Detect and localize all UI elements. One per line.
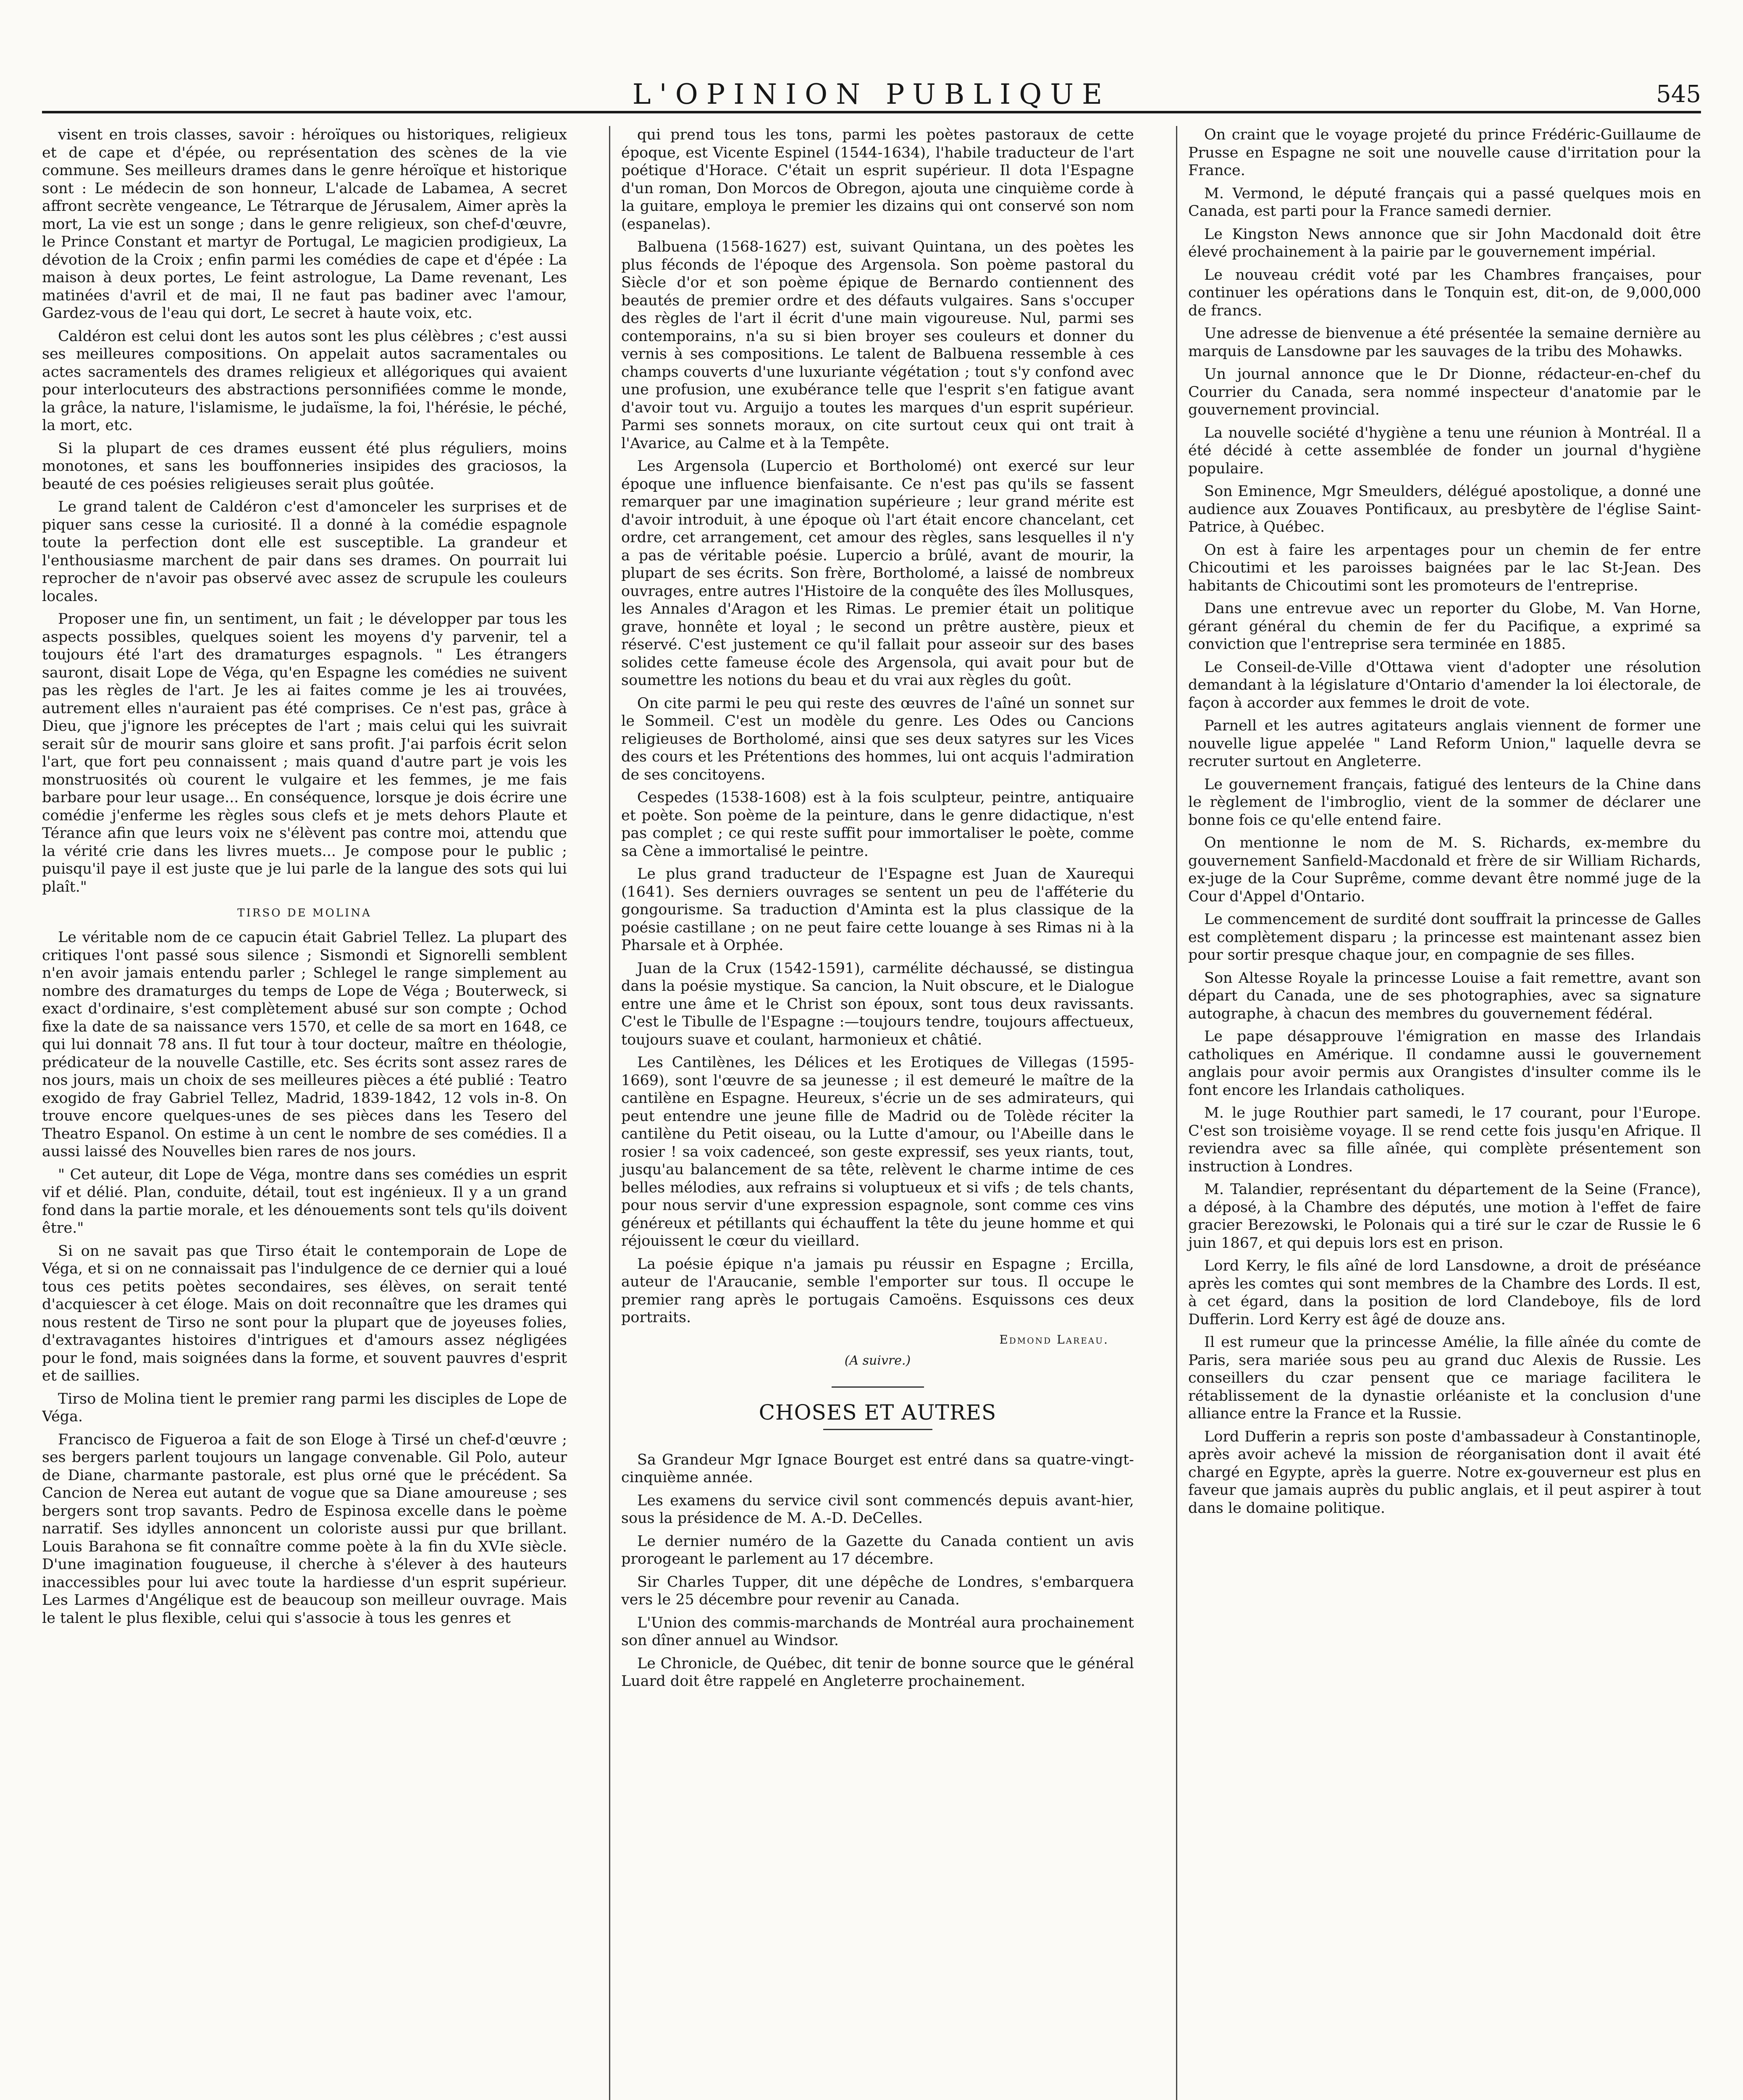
section-divider	[823, 1429, 932, 1430]
news-item: M. Talandier, représentant du département de la Seine (France), a déposé, à la Chambre des députés, une motion à l'effet de faire gracier Berezowski, le Polonais qui a tiré sur le czar de Russie le 6 juin 1867, et qui depuis lors est en prison.	[1188, 1181, 1701, 1252]
news-item: Le commencement de surdité dont souffrait la princesse de Galles est complètement disparu ; la princesse est maintenant assez bien pour sortir presque chaque jour, en compagnie de ses filles.	[1188, 911, 1701, 963]
column-3	[1176, 126, 1701, 2100]
news-item: M. le juge Routhier part samedi, le 17 courant, pour l'Europe. C'est son troisième voyage. Il se rend cette fois jusqu'en Afrique. Il reviendra avec sa fille aînée, qui complète présentement son instruction à Londres.	[1188, 1105, 1701, 1175]
news-item: Les examens du service civil sont commencés depuis avant-hier, sous la présidence de M. A.-D. DeCelles.	[621, 1492, 1134, 1527]
news-item: Parnell et les autres agitateurs anglais viennent de former une nouvelle ligue appelée " Land Reform Union," laquelle devra se recruter surtout en Angleterre.	[1188, 717, 1701, 770]
news-item: Un journal annonce que le Dr Dionne, rédacteur-en-chef du Courrier du Canada, sera nommé inspecteur d'anatomie par le gouvernement provincial.	[1188, 366, 1701, 418]
section-heading-choses: CHOSES ET AUTRES	[759, 1400, 997, 1425]
news-item: Sir Charles Tupper, dit une dépêche de Londres, s'embarquera vers le 25 décembre pour revenir au Canada.	[621, 1573, 1134, 1608]
news-item: Son Eminence, Mgr Smeulders, délégué apostolique, a donné une audience aux Zouaves Pontificaux, au presbytère de l'église Saint-Patrice, à Québec.	[1188, 483, 1701, 536]
paragraph: " Cet auteur, dit Lope de Véga, montre dans ses comédies un esprit vif et délié. Plan, conduite, détail, tout est ingénieux. Il y a un grand fond dans la partie morale, et les dénouements sont tels qu'ils doivent être."	[42, 1166, 567, 1236]
news-item: On est à faire les arpentages pour un chemin de fer entre Chicoutimi et les paroisses baignées par le lac St-Jean. Des habitants de Chicoutimi sont les promoteurs de l'entreprise.	[1188, 541, 1701, 594]
news-item: Le dernier numéro de la Gazette du Canada contient un avis prorogeant le parlement au 17 décembre.	[621, 1533, 1134, 1567]
news-item: Dans une entrevue avec un reporter du Globe, M. Van Horne, gérant général du chemin de fer du Pacifique, a exprimé sa conviction que l'entreprise sera terminée en 1885.	[1188, 600, 1701, 653]
paragraph: Les Argensola (Lupercio et Bortholomé) ont exercé sur leur époque une influence bienfaisante. Ce n'est pas qu'ils se fassent remarquer par une imagination supérieure ; leur grand mérite est d'avoir introduit, à une époque où l'art était encore chancelant, cet ordre, cet arrangement, cet amour des règles, sans lesquelles il n'y a pas de véritable poésie. Lupercio a brûlé, avant de mourir, la plupart de ses écrits. Son frère, Bortholomé, a laissé de nombreux ouvrages, entre autres l'Histoire de la conquête des îles Mollusques, les Annales d'Aragon et les Rimas. Le premier était un politique grave, honnête et loyal ; le second un prêtre austère, pieux et réservé. C'est justement ce qu'il fallait pour asseoir sur des bases solides cette fameuse école des Argensola, qui avait pour but de soumettre les notions du beau et du vrai aux règles du goût.	[621, 458, 1134, 689]
news-item: Il est rumeur que la princesse Amélie, la fille aînée du comte de Paris, sera mariée sous peu au grand duc Alexis de Russie. Les conseillers du czar pensent que ce mariage facilitera le rétablissement de la dynastie orléaniste et la conclusion d'une alliance entre la France et la Russie.	[1188, 1334, 1701, 1422]
column-1	[42, 126, 567, 2100]
news-item: Sa Grandeur Mgr Ignace Bourget est entré dans sa quatre-vingt-cinquième année.	[621, 1451, 1134, 1486]
column-2	[609, 126, 1134, 2100]
news-item: M. Vermond, le député français qui a passé quelques mois en Canada, est parti pour la France samedi dernier.	[1188, 185, 1701, 220]
news-item: Lord Kerry, le fils aîné de lord Lansdowne, a droit de préséance après les comtes qui sont membres de la Chambre des Lords. Il est, à cet égard, dans la position de lord Clandeboye, fils de lord Dufferin. Lord Kerry est âgé de douze ans.	[1188, 1257, 1701, 1328]
author-byline: Edmond Lareau.	[999, 1332, 1109, 1347]
news-item: Une adresse de bienvenue a été présentée la semaine dernière au marquis de Lansdowne par les sauvages de la tribu des Mohawks.	[1188, 325, 1701, 360]
news-item: Le Conseil-de-Ville d'Ottawa vient d'adopter une résolution demandant à la législature d'Ontario d'amender la loi électorale, de façon à accorder aux femmes le droit de vote.	[1188, 659, 1701, 711]
section-heading-tirso: TIRSO DE MOLINA	[237, 907, 372, 919]
paragraph: Proposer une fin, un sentiment, un fait ; le développer par tous les aspects possibles, quelques soient les moyens d'y parvenir, tel a toujours été l'art des dramaturges espagnols. " Les étrangers sauront, disait Lope de Véga, qu'en Espagne les comédies ne suivent pas les règles de l'art. Je les ai faites comme je les ai trouvées, autrement elles n'auraient pas été comprises. Ce n'est pas, grâce à Dieu, que j'ignore les préceptes de l'art ; mais celui qui les suivrait serait sûr de mourir sans gloire et sans profit. J'ai parfois écrit selon l'art, que fort peu connaissent ; mais quand d'autre part je vois les monstruosités où courent le vulgaire et les femmes, je me fais barbare pour leur usage... En conséquence, lorsque je dois écrire une comédie j'enferme les règles sous clefs et je mets dehors Plaute et Térance afin que leurs voix ne s'élèvent pas contre moi, attendu que la vérité crie dans les livres muets... Je compose pour le public ; puisqu'il paye il est juste que je lui parle de la langue des sots qui lui plaît."	[42, 611, 567, 895]
masthead	[42, 0, 1701, 113]
news-item: On mentionne le nom de M. S. Richards, ex-membre du gouvernement Sanfield-Macdonald et frère de sir William Richards, ex-juge de la Cour Suprême, comme devant être nommé juge de la Cour d'Appel d'Ontario.	[1188, 835, 1701, 905]
news-item: La nouvelle société d'hygiène a tenu une réunion à Montréal. Il a été décidé à cette assemblée de fonder un journal d'hygiène populaire.	[1188, 424, 1701, 477]
paragraph: Le plus grand traducteur de l'Espagne est Juan de Xaurequi (1641). Ses derniers ouvrages se sentent un peu de l'afféterie du gongourisme. Sa traduction d'Aminta est la plus classique de la poésie castillane ; on ne peut faire cette louange à ses Rimas ni à la Pharsale et à Orphée.	[621, 866, 1134, 954]
paragraph: Juan de la Crux (1542-1591), carmélite déchaussé, se distingua dans la poésie mystique. Sa cancion, la Nuit obscure, et le Dialogue entre une âme et le Christ son époux, sont tous deux ravissants. C'est le Tibulle de l'Espagne :—toujours tendre, toujours affectueux, toujours suave et coulant, harmonieux et châtié.	[621, 960, 1134, 1048]
paragraph: Le grand talent de Caldéron c'est d'amonceler les surprises et de piquer sans cesse la curiosité. Il a donné à la comédie espagnole toute la perfection dont elle est susceptible. La grandeur et l'enthousiasme marchent de pair dans ses drames. On pourrait lui reprocher de n'avoir pas observé avec assez de scrupule les couleurs locales.	[42, 499, 567, 605]
news-item: Le nouveau crédit voté par les Chambres françaises, pour continuer les opérations dans le Tonquin est, dit-on, de 9,000,000 de francs.	[1188, 266, 1701, 319]
news-item: Lord Dufferin a repris son poste d'ambassadeur à Constantinople, après avoir achevé la mission de réorganisation dont il avait été chargé en Egypte, après la guerre. Notre ex-gouverneur est plus en faveur que jamais auprès du public anglais, et il peut aspirer à tout dans le domaine politique.	[1188, 1428, 1701, 1517]
page-number: 545	[1656, 81, 1701, 108]
paragraph: visent en trois classes, savoir : héroïques ou historiques, religieux et de cape et d'épée, ou représentation des scènes de la vie commune. Ses meilleurs drames dans le genre héroïque et historique sont : Le médecin de son honneur, L'alcade de Labamea, A secret affront secrète vengeance, Le Tétrarque de Jérusalem, Aimer après la mort, La vie est un songe ; dans le genre religieux, son chef-d'œuvre, le Prince Constant et martyr de Portugal, Le magicien prodigieux, La dévotion de la Croix ; enfin parmi les comédies de cape et d'épée : La maison à deux portes, Le feint astrologue, La Dame revenant, Les matinées d'avril et de mai, Il ne faut pas badiner avec l'amour, Gardez-vous de l'eau qui dort, Le secret à haute voix, etc.	[42, 126, 567, 322]
paragraph: La poésie épique n'a jamais pu réussir en Espagne ; Ercilla, auteur de l'Araucanie, semble l'emporter sur tous. Il occupe le premier rang après le portugais Camoëns. Esquissons ces deux portraits.	[621, 1255, 1134, 1326]
paragraph: Tirso de Molina tient le premier rang parmi les disciples de Lope de Véga.	[42, 1390, 567, 1425]
news-item: Le Kingston News annonce que sir John Macdonald doit être élevé prochainement à la pairie par le gouvernement impérial.	[1188, 226, 1701, 260]
paragraph: Francisco de Figueroa a fait de son Eloge à Tirsé un chef-d'œuvre ; ses bergers parlent toujours un langage convenable. Gil Polo, auteur de Diane, charmante pastorale, est plus orné que le précédent. Sa Cancion de Nerea eut autant de vogue que sa Diane amoureuse ; ses bergers sont trop savants. Pedro de Espinosa excelle dans le poème narratif. Ses idylles annoncent un coloriste aussi pur que brillant. Louis Barahona se fit connaître comme poète à la fin du XVIe siècle. D'une imagination fougueuse, il cherche à s'élever à des hauteurs inaccessibles pour lui avec toute la hardiesse d'un esprit supérieur. Les Larmes d'Angélique est de beaucoup son meilleur ouvrage. Mais le talent le plus flexible, celui qui s'associe à tous les genres et	[42, 1431, 567, 1627]
paragraph: Caldéron est celui dont les autos sont les plus célèbres ; c'est aussi ses meilleures compositions. On appelait autos sacramentales ou actes sacramentels des drames religieux et allégoriques qui avaient pour interlocuteurs des abstractions personnifiées comme le monde, la grâce, la nature, l'islamisme, le judaïsme, la foi, l'hérésie, le péché, la mort, etc.	[42, 328, 567, 434]
newspaper-title: L'OPINION PUBLIQUE	[632, 78, 1111, 110]
paragraph: Si on ne savait pas que Tirso était le contemporain de Lope de Véga, et si on ne connaissait pas l'indulgence de ce dernier qui a loué tous ces petits poètes secondaires, ses élèves, on serait tenté d'acquiescer à cet éloge. Mais on doit reconnaître que les drames qui nous restent de Tirso ne sont pour la plupart que de joyeuses folies, d'extravagantes histoires d'intrigues et d'amours assez négligées pour le fond, mais soignées dans la forme, et souvent pauvres d'esprit et de saillies.	[42, 1242, 567, 1384]
paragraph: Balbuena (1568-1627) est, suivant Quintana, un des poètes les plus féconds de l'époque des Argensola. Son poème pastoral du Siècle d'or et son poème épique de Bernardo contiennent des beautés de premier ordre et des défauts vulgaires. Sans s'occuper des règles de l'art il écrit d'une main vigoureuse. Nul, parmi ses contemporains, n'a su si bien broyer ses couleurs et donner du vernis à ses compositions. Le talent de Balbuena ressemble à ces champs couverts d'une luxuriante végétation ; tout s'y confond avec une profusion, une exubérance telle que l'esprit s'en fatigue avant d'avoir tout vu. Arguijo a toutes les marques d'un esprit supérieur. Parmi ses sonnets moraux, on cite surtout ceux qui ont trait à l'Avarice, au Calme et à la Tempête.	[621, 239, 1134, 452]
news-item: Le gouvernement français, fatigué des lenteurs de la Chine dans le règlement de l'imbroglio, vient de la sommer de déclarer une bonne fois ce qu'elle entend faire.	[1188, 776, 1701, 829]
paragraph: Les Cantilènes, les Délices et les Erotiques de Villegas (1595-1669), sont l'œuvre de sa jeunesse ; il est demeuré le maître de la cantilène en Espagne. Heureux, s'écrie un de ses admirateurs, qui peut entendre une jeune fille de Madrid ou de Tolède réciter la cantilène du Petit oiseau, ou la Lutte d'amour, ou l'Abeille dans le rosier ! sa voix cadenceé, son geste expressif, ses yeux riants, tout, jusqu'au balancement de sa tête, relèvent le charme intime de ces belles mélodies, aux refrains si voluptueux et si vifs ; de tels chants, pour nous servir d'une expression espagnole, sont comme ces vins généreux et pétillants qui échauffent la tête du jeune homme et qui réjouissent le cœur du vieillard.	[621, 1054, 1134, 1250]
paragraph: On cite parmi le peu qui reste des œuvres de l'aîné un sonnet sur le Sommeil. C'est un modèle du genre. Les Odes ou Cancions religieuses de Bortholomé, ainsi que ses deux satyres sur les Vices des cours et les Prétentions des hommes, lui ont acquis l'admiration de ses concitoyens.	[621, 695, 1134, 783]
news-item: On craint que le voyage projeté du prince Frédéric-Guillaume de Prusse en Espagne ne soit une nouvelle cause d'irritation pour la France.	[1188, 126, 1701, 179]
news-item: Le pape désapprouve l'émigration en masse des Irlandais catholiques en Amérique. Il condamne aussi le gouvernement anglais pour avoir permis aux Orangistes d'insulter comme ils le font encore les Irlandais catholiques.	[1188, 1028, 1701, 1099]
news-item: Son Altesse Royale la princesse Louise a fait remettre, avant son départ du Canada, une de ses photographies, avec sa signature autographe, à chacun des membres du gouvernement fédéral.	[1188, 969, 1701, 1022]
news-item: L'Union des commis-marchands de Montréal aura prochainement son dîner annuel au Windsor.	[621, 1614, 1134, 1649]
news-item: Le Chronicle, de Québec, dit tenir de bonne source que le général Luard doit être rappelé en Angleterre prochainement.	[621, 1655, 1134, 1690]
to-be-continued: (A suivre.)	[844, 1353, 911, 1368]
paragraph: qui prend tous les tons, parmi les poètes pastoraux de cette époque, est Vicente Espinel (1544-1634), l'habile traducteur de l'art poétique d'Horace. C'était un esprit supérieur. Il dota l'Espagne d'un roman, Don Morcos de Obregon, ajouta une cinquième corde à la guitare, employa le premier les dizains qui ont conservé son nom (espanelas).	[621, 126, 1134, 233]
paragraph: Cespedes (1538-1608) est à la fois sculpteur, peintre, antiquaire et poète. Son poème de la peinture, dans le genre didactique, n'est pas complet ; ce qui reste suffit pour immortaliser le poète, comme sa Cène a immortalisé le peintre.	[621, 789, 1134, 860]
paragraph: Le véritable nom de ce capucin était Gabriel Tellez. La plupart des critiques l'ont passé sous silence ; Sismondi et Signorelli semblent n'en avoir jamais entendu parler ; Schlegel le range simplement au nombre des dramaturges du temps de Lope de Véga ; Bouterweck, si exact d'ordinaire, s'est complètement abusé sur son compte ; Ochod fixe la date de sa naissance vers 1570, et celle de sa mort en 1648, ce qui lui donnait 78 ans. Il fut tour à tour docteur, maître en théologie, prédicateur de la nouvelle Castille, etc. Ses écrits sont assez rares de nos jours, mais un choix de ses meilleures pièces a été publié : Teatro exogido de fray Gabriel Tellez, Madrid, 1839-1842, 12 vols in-8. On trouve encore quelques-unes de ses pièces dans les Tesero del Theatro Espanol. On estime à un cent le nombre de ses comédies. Il a aussi laissé des Nouvelles bien rares de nos jours.	[42, 929, 567, 1160]
paragraph: Si la plupart de ces drames eussent été plus réguliers, moins monotones, et sans les bouffonneries insipides des graciosos, la beauté de ces poésies religieuses serait plus goûtée.	[42, 440, 567, 493]
columns	[42, 126, 1701, 2100]
section-divider	[832, 1386, 924, 1388]
